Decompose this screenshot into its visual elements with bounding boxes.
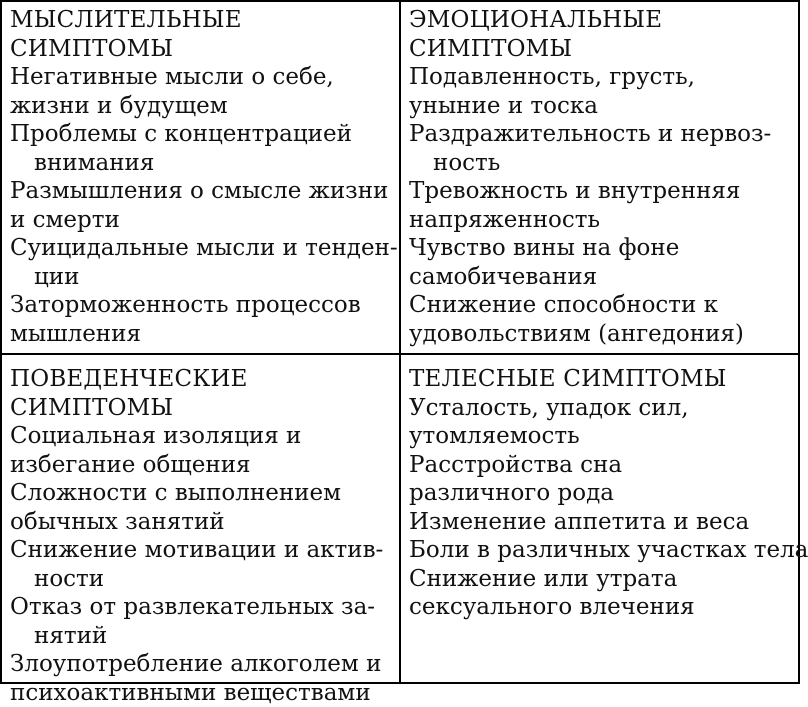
heading-line: СИМПТОМЫ <box>10 35 391 64</box>
behavioral-symptoms-cell <box>2 355 401 682</box>
symptom-text-line: утомляемость <box>409 422 790 451</box>
symptom-item <box>409 508 790 537</box>
symptom-text-line: уныние и тоска <box>409 92 790 121</box>
symptom-text-line: Злоупотребление алкоголем и <box>10 650 391 679</box>
emotional-symptoms-cell <box>401 2 798 355</box>
symptom-item <box>409 120 790 177</box>
symptom-text-line: мышления <box>10 320 391 349</box>
heading-line: ТЕЛЕСНЫЕ СИМПТОМЫ <box>409 365 790 394</box>
symptom-text-line: жизни и будущем <box>10 92 391 121</box>
symptom-text-line: Тревожность и внутренняя <box>409 177 790 206</box>
symptom-item <box>10 422 391 479</box>
behavioral-symptoms-list <box>10 422 391 707</box>
symptom-item <box>409 291 790 348</box>
symptom-item <box>10 177 391 234</box>
cognitive-symptoms-cell <box>2 2 401 355</box>
symptom-text-line: Боли в различных участках тела <box>409 536 790 565</box>
cognitive-symptoms-heading <box>10 6 391 63</box>
symptom-item <box>10 593 391 650</box>
symptom-text-line: ность <box>409 149 790 178</box>
symptom-text-line: сексуального влечения <box>409 593 790 622</box>
symptom-text-line: Расстройства сна <box>409 451 790 480</box>
symptom-item <box>10 291 391 348</box>
symptom-item <box>409 536 790 565</box>
symptom-text-line: Чувство вины на фоне <box>409 234 790 263</box>
symptom-text-line: напряженность <box>409 206 790 235</box>
heading-line: МЫСЛИТЕЛЬНЫЕ <box>10 6 391 35</box>
symptom-text-line: Снижение или утрата <box>409 565 790 594</box>
symptom-text-line: нятий <box>10 622 391 651</box>
symptom-text-line: Заторможенность процессов <box>10 291 391 320</box>
symptom-item <box>10 479 391 536</box>
symptom-text-line: и смерти <box>10 206 391 235</box>
symptom-item <box>409 394 790 451</box>
behavioral-symptoms-heading <box>10 365 391 422</box>
symptom-text-line: удовольствиям (ангедония) <box>409 320 790 349</box>
symptom-text-line: самобичевания <box>409 263 790 292</box>
symptom-text-line: Снижение мотивации и актив- <box>10 536 391 565</box>
heading-line: ПОВЕДЕНЧЕСКИЕ СИМПТОМЫ <box>10 365 391 422</box>
symptom-text-line: психоактивными веществами <box>10 679 391 707</box>
symptom-text-line: обычных занятий <box>10 508 391 537</box>
symptom-text-line: избегание общения <box>10 451 391 480</box>
heading-line: ЭМОЦИОНАЛЬНЫЕ <box>409 6 790 35</box>
symptom-text-line: ности <box>10 565 391 594</box>
symptom-text-line: Размышления о смысле жизни <box>10 177 391 206</box>
physical-symptoms-list <box>409 394 790 622</box>
physical-symptoms-cell <box>401 355 798 682</box>
symptom-text-line: Раздражительность и нервоз- <box>409 120 790 149</box>
heading-line: СИМПТОМЫ <box>409 35 790 64</box>
emotional-symptoms-list <box>409 63 790 348</box>
symptom-text-line: ции <box>10 263 391 292</box>
symptom-item <box>409 177 790 234</box>
symptom-text-line: различного рода <box>409 479 790 508</box>
symptom-text-line: Сложности с выполнением <box>10 479 391 508</box>
symptom-item <box>409 451 790 508</box>
emotional-symptoms-heading <box>409 6 790 63</box>
physical-symptoms-heading <box>409 365 790 394</box>
symptom-item <box>10 536 391 593</box>
symptom-text-line: Социальная изоляция и <box>10 422 391 451</box>
symptom-text-line: Усталость, упадок сил, <box>409 394 790 423</box>
symptom-text-line: Подавленность, грусть, <box>409 63 790 92</box>
cognitive-symptoms-list <box>10 63 391 348</box>
symptom-text-line: Негативные мысли о себе, <box>10 63 391 92</box>
symptom-text-line: Проблемы с концентрацией <box>10 120 391 149</box>
symptom-text-line: Суицидальные мысли и тенден- <box>10 234 391 263</box>
symptom-item <box>10 120 391 177</box>
symptom-item <box>409 565 790 622</box>
symptom-item <box>10 63 391 120</box>
symptom-item <box>10 234 391 291</box>
symptom-text-line: Изменение аппетита и веса <box>409 508 790 537</box>
symptom-text-line: внимания <box>10 149 391 178</box>
symptom-item <box>10 650 391 707</box>
symptom-text-line: Отказ от развлекательных за- <box>10 593 391 622</box>
symptom-item <box>409 234 790 291</box>
symptom-text-line: Снижение способности к <box>409 291 790 320</box>
symptom-item <box>409 63 790 120</box>
